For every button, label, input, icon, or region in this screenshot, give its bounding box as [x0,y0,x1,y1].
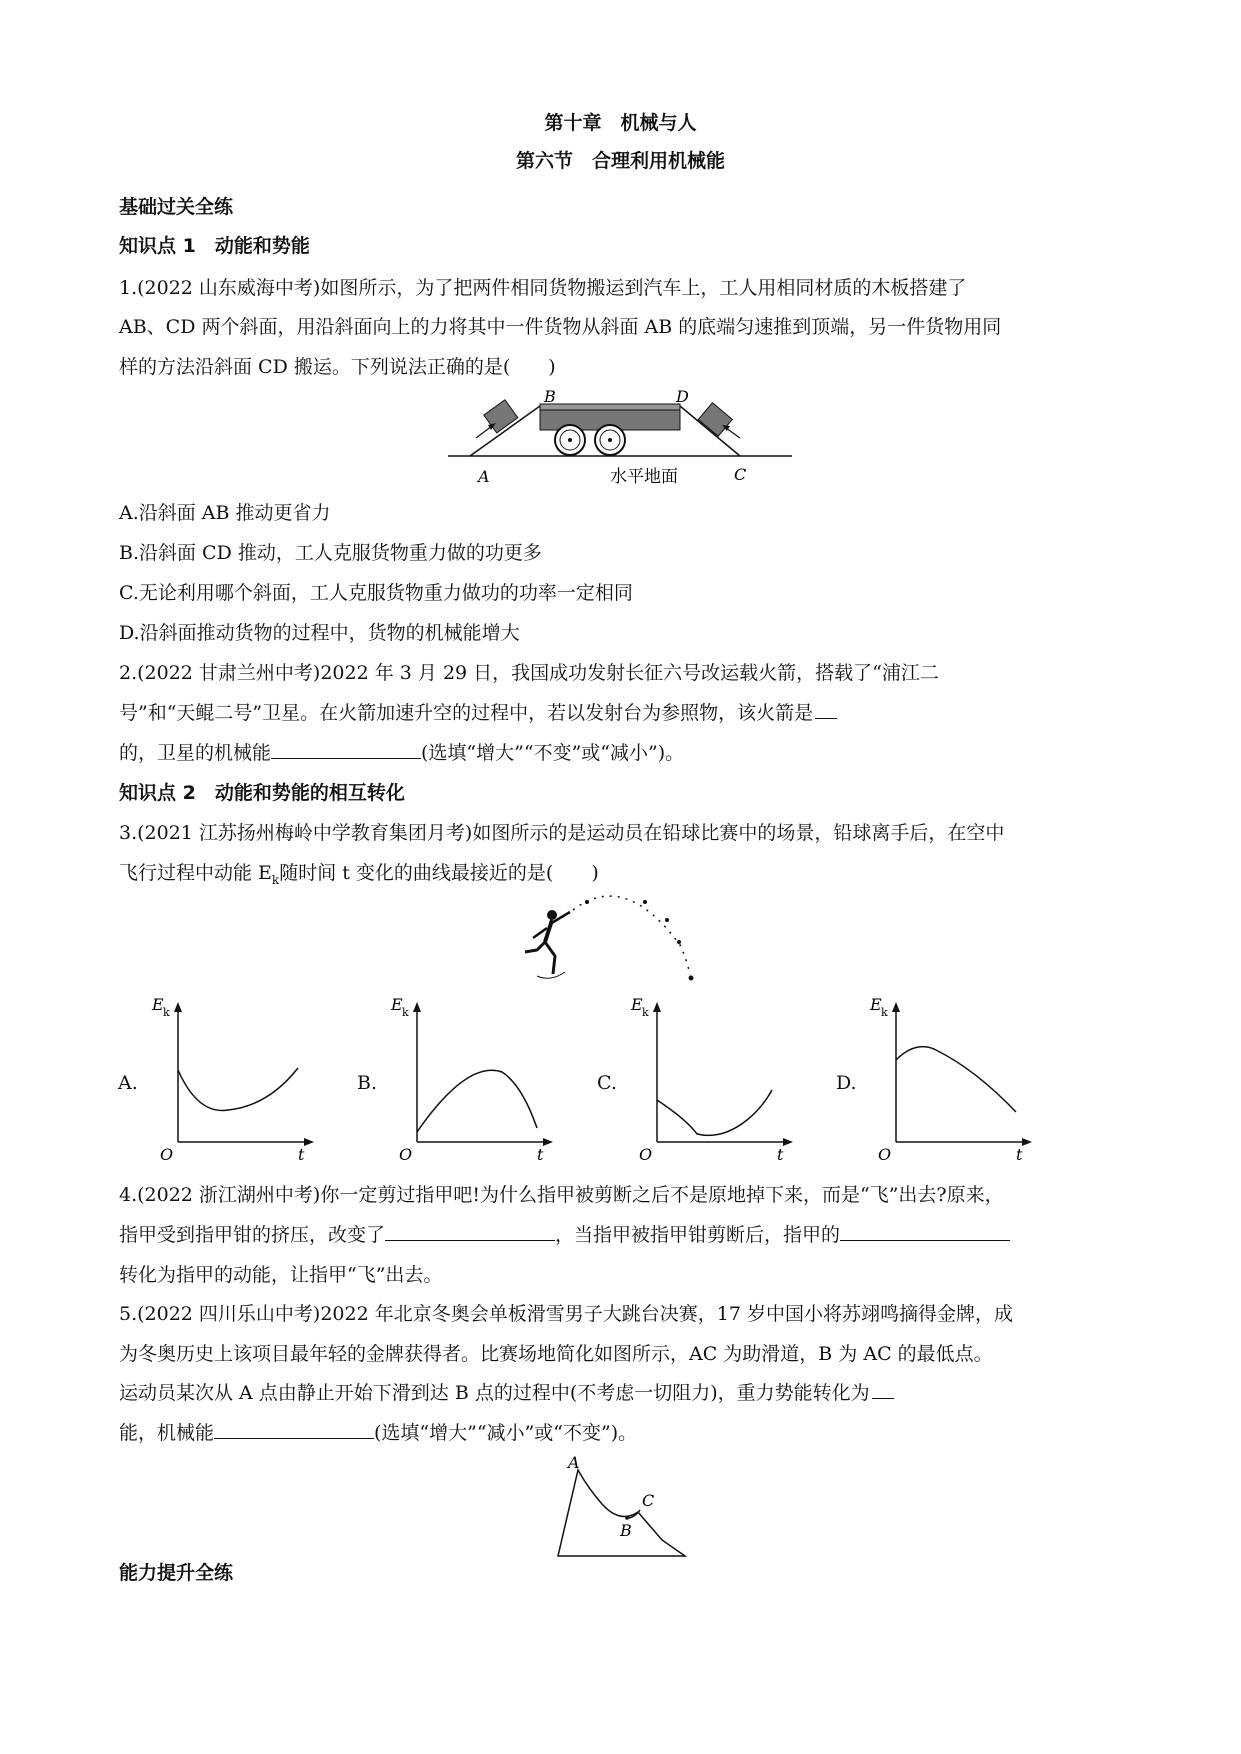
kp1-heading-text: 知识点 1 动能和势能 [119,235,310,257]
q3-option-label-a: A. [118,1072,138,1094]
q5-label-C: C [642,1491,655,1510]
q3-line2-sub: k [271,872,280,887]
q5-line2: 为冬奥历史上该项目最年轻的金牌获得者。比赛场地简化如图所示，AC 为助滑道，B 为 AC 的最低点。 [119,1343,993,1365]
q3-origin-label: O [160,1145,174,1160]
q1-label-ground: 水平地面 [610,467,678,487]
q3-axis-x-label: t [298,1145,305,1160]
q2-line3-a: 的，卫星的机械能 [119,742,272,764]
q3-axis-x-label: t [777,1145,784,1160]
q3-curve-d [896,1047,1016,1112]
q2-line3 [119,740,684,766]
q5-label-A: A [568,1453,580,1472]
q5-line3-text: 运动员某次从 A 点由静止开始下滑到达 B 点的过程中(不考虑一切阻力)，重力势能转化为 [119,1382,870,1404]
q3-graph-b [387,990,557,1160]
q2-blank-1[interactable] [815,700,837,719]
q3-graph-axes [896,1010,1024,1142]
q1-line2: AB、CD 两个斜面，用沿斜面向上的力将其中一件货物从斜面 AB 的底端匀速推到顶端，另一件货物用同 [119,316,1002,338]
q5-line4-b: (选填“增大”“减小”或“不变”)。 [374,1422,638,1444]
q3-option-label-c: C. [597,1072,617,1094]
kp1-heading [119,233,310,259]
q3-curve-a [178,1068,298,1111]
q3-x-arrow [304,1138,314,1146]
q3-origin-label: O [878,1145,892,1160]
q3-line1: 3.(2021 江苏扬州梅岭中学教育集团月考)如图所示的是运动员在铅球比赛中的场景，铅球离手后，在空中 [119,822,1005,844]
q5-blank-2[interactable] [214,1420,374,1439]
q1-label-D: D [676,388,689,406]
q3-axis-y-sub: k [402,1006,409,1019]
q3-y-arrow [413,1002,421,1012]
q4-line3: 转化为指甲的动能，让指甲“飞”出去。 [119,1264,443,1286]
q1-option-d: D.沿斜面推动货物的过程中，货物的机械能增大 [119,622,520,644]
q1-label-C: C [734,465,747,484]
q4-blank-2[interactable] [840,1222,1010,1241]
q5-slope-figure [550,1452,690,1562]
q2-line1: 2.(2022 甘肃兰州中考)2022 年 3 月 29 日，我国成功发射长征六号改运载火箭，搭载了“浦江二 [119,662,939,684]
q1-label-A: A [478,467,490,486]
q1-option-b: B.沿斜面 CD 推动，工人克服货物重力做的功更多 [119,542,542,564]
q3-axis-x-label: t [1016,1145,1023,1160]
q1-ramp-figure [440,388,800,488]
q5-line4-a: 能，机械能 [119,1422,215,1444]
q3-axis-y-sub: k [642,1006,649,1019]
kp2-heading-text: 知识点 2 动能和势能的相互转化 [119,782,405,804]
q5-line1: 5.(2022 四川乐山中考)2022 年北京冬奥会单板滑雪男子大跳台决赛，17 岁中国小将苏翊鸣摘得金牌，成 [119,1303,1013,1325]
q5-line4 [119,1420,637,1446]
q3-y-arrow [653,1002,661,1012]
kp2-heading [119,780,405,806]
q2-blank-2[interactable] [271,740,421,759]
q1-option-c: C.无论利用哪个斜面，工人克服货物重力做功的功率一定相同 [119,582,633,604]
q3-axis-y-sub: k [881,1006,888,1019]
chapter-title: 第十章 机械与人 [544,112,697,134]
q4-line1: 4.(2022 浙江湖州中考)你一定剪过指甲吧!为什么指甲被剪断之后不是原地掉下来，而是“飞”出去?原来， [119,1184,1004,1206]
q3-line2-b: 随时间 t 变化的曲线最接近的是( ) [279,862,599,884]
q4-line2-b: ，当指甲被指甲钳剪断后，指甲的 [555,1224,841,1246]
q5-blank-1[interactable] [872,1380,894,1399]
q3-line2 [119,860,599,893]
q3-axis-y-label: E [631,995,643,1014]
q3-graph-axes [178,1010,306,1142]
q5-line3 [119,1380,894,1406]
q3-graph-d [866,990,1036,1160]
q3-x-arrow [543,1138,553,1146]
q4-line2 [119,1222,1010,1248]
q3-origin-label: O [639,1145,653,1160]
q3-graph-a [148,990,318,1160]
q3-shotput-figure [515,890,725,1000]
q3-graph-axes [657,1010,785,1142]
q3-axis-y-label: E [870,995,882,1014]
q4-line2-a: 指甲受到指甲钳的挤压，改变了 [119,1224,386,1246]
q3-y-arrow [892,1002,900,1012]
q3-axis-x-label: t [537,1145,544,1160]
q3-x-arrow [1022,1138,1032,1146]
section-title: 第六节 合理利用机械能 [515,150,725,172]
q3-option-label-d: D. [836,1072,857,1094]
q3-line2-a: 飞行过程中动能 E [119,862,272,884]
q1-line1: 1.(2022 山东威海中考)如图所示，为了把两件相同货物搬运到汽车上，工人用相同材质的木板搭建了 [119,277,967,299]
q3-curve-b [417,1070,537,1132]
q3-axis-y-label: E [152,995,164,1014]
part2-heading: 能力提升全练 [119,1562,234,1584]
q1-option-a: A.沿斜面 AB 推动更省力 [119,502,331,524]
q4-blank-1[interactable] [385,1222,555,1241]
q3-axis-y-label: E [391,995,403,1014]
q3-curve-c [657,1090,772,1135]
q3-graph-axes [417,1010,545,1142]
q3-origin-label: O [399,1145,413,1160]
q3-axis-y-sub: k [163,1006,170,1019]
q5-label-B: B [620,1521,632,1540]
q3-x-arrow [783,1138,793,1146]
q3-option-label-b: B. [357,1072,378,1094]
q2-line2-text: 号”和“天鲲二号”卫星。在火箭加速升空的过程中，若以发射台为参照物，该火箭是 [119,702,814,724]
q1-line3: 样的方法沿斜面 CD 搬运。下列说法正确的是( ) [119,356,556,378]
q2-line3-b: (选填“增大”“不变”或“减小”)。 [421,742,685,764]
q3-graph-c [627,990,797,1160]
q1-label-B: B [544,388,556,406]
q3-y-arrow [174,1002,182,1012]
part1-heading: 基础过关全练 [119,196,234,218]
q2-line2 [119,700,837,726]
